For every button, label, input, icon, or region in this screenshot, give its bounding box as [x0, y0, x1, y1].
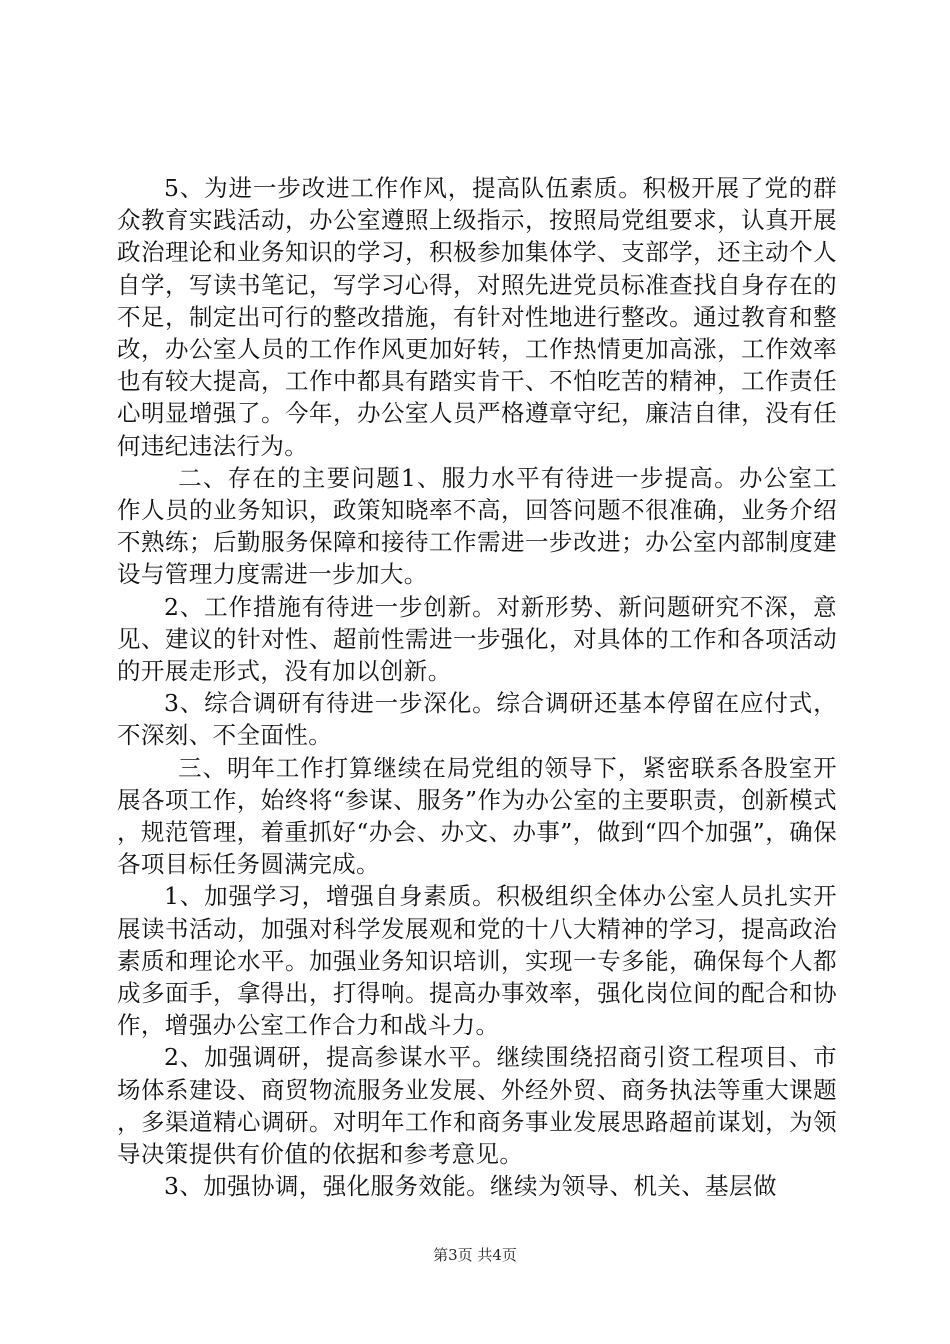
paragraph-strengthen-study: 1、加强学习，增强自身素质。积极组织全体办公室人员扎实开展读书活动，加强对科学发展观和党的十八大精神的学习，提高政治素质和理论水平。加强业务知识培训，实现一专多能，确保每个人都成多面手，拿得出，打得响。提高办事效率，强化岗位间的配合和协作，增强办公室工作合力和战斗力。: [117, 882, 837, 1040]
paragraph-research: 3、综合调研有待进一步深化。综合调研还基本停留在应付式，不深刻、不全面性。: [117, 689, 837, 750]
paragraph-strengthen-coordination: 3、加强协调，强化服务效能。继续为领导、机关、基层做: [164, 1172, 777, 1201]
page-number-footer: 第3页 共4页: [433, 1246, 517, 1264]
paragraph-main-problems: 二、存在的主要问题1、服力水平有待进一步提高。办公室工作人员的业务知识，政策知晓率不高，回答问题不很准确，业务介绍不熟练；后勤服务保障和接待工作需进一步改进；办公室内部制度建设与管理力度需进一步加大。: [117, 463, 837, 589]
paragraph-work-style: 5、为进一步改进工作作风，提高队伍素质。积极开展了党的群众教育实践活动，办公室遵照上级指示，按照局党组要求，认真开展政治理论和业务知识的学习，积极参加集体学、支部学，还主动个人自学，写读书笔记，写学习心得，对照先进党员标准查找自身存在的不足，制定出可行的整改措施，有针对性地进行整改。通过教育和整改，办公室人员的工作作风更加好转，工作热情更加高涨，工作效率也有较大提高，工作中都具有踏实肯干、不怕吃苦的精神，工作责任心明显增强了。今年，办公室人员严格遵章守纪，廉洁自律，没有任何违纪违法行为。: [117, 174, 837, 460]
paragraph-work-measures: 2、工作措施有待进一步创新。对新形势、新问题研究不深，意见、建议的针对性、超前性需进一步强化，对具体的工作和各项活动的开展走形式，没有加以创新。: [117, 592, 837, 686]
paragraph-strengthen-research: 2、加强调研，提高参谋水平。继续围绕招商引资工程项目、市场体系建设、商贸物流服务业发展、外经外贸、商务执法等重大课题，多渠道精心调研。对明年工作和商务事业发展思路超前谋划，为领导决策提供有价值的依据和参考意见。: [117, 1043, 837, 1169]
document-body: [117, 172, 837, 1203]
paragraph-next-year-plan: 三、明年工作打算继续在局党组的领导下，紧密联系各股室开展各项工作，始终将“参谋、服务”作为办公室的主要职责，创新模式，规范管理，着重抓好“办会、办文、办事”，做到“四个加强”，确保各项目标任务圆满完成。: [117, 753, 837, 879]
